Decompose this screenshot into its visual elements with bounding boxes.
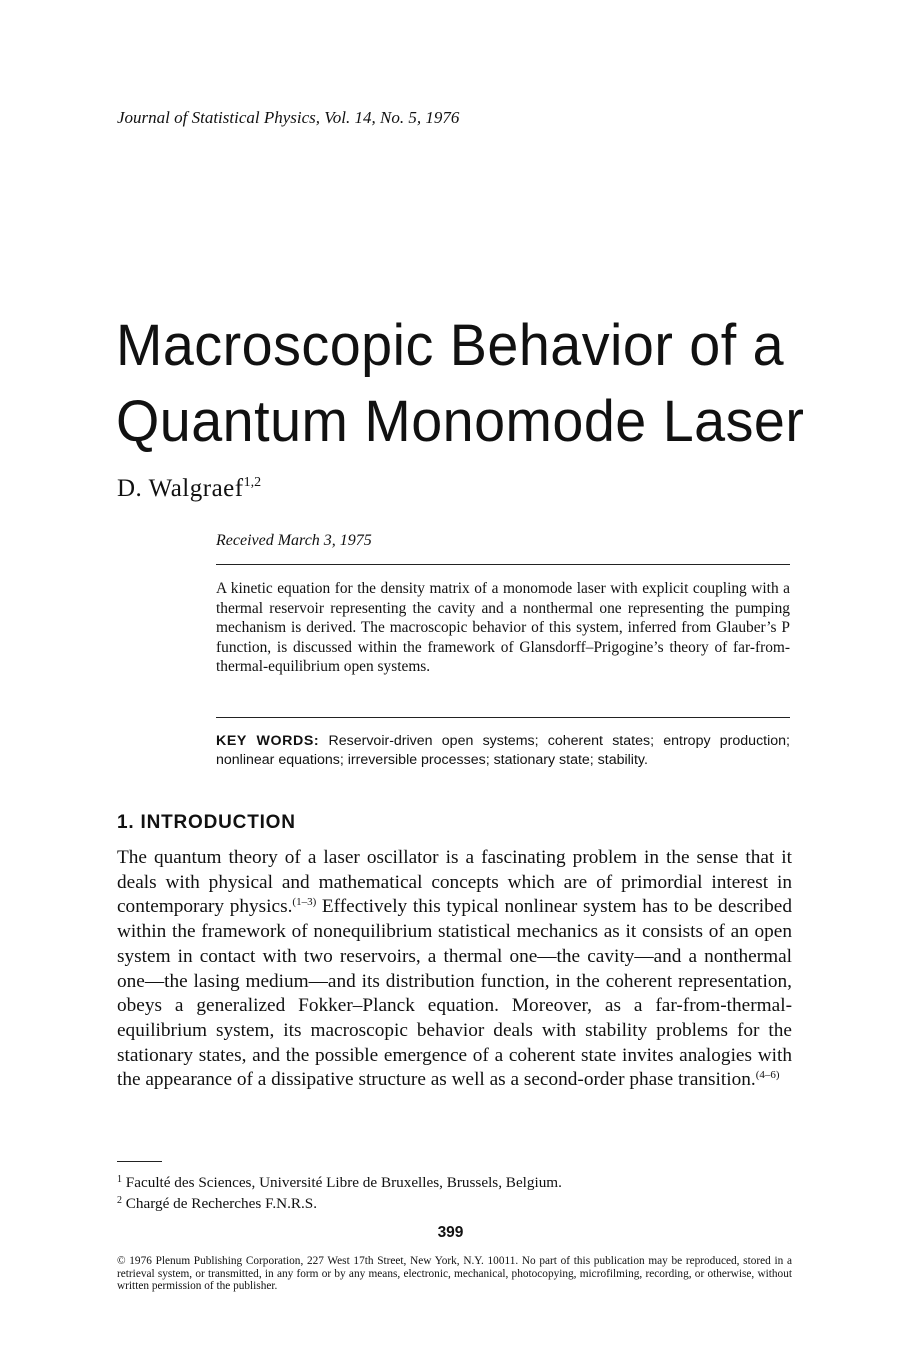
received-date: Received March 3, 1975 <box>216 532 372 549</box>
keywords-label: KEY WORDS: <box>216 733 320 749</box>
introduction-paragraph <box>117 846 792 1093</box>
footnote-2 <box>117 1195 317 1213</box>
keywords-text: Reservoir-driven open systems; coherent states; entropy production; nonlinear equations; irreversible processes; stationary state; stability. <box>216 733 790 768</box>
journal-citation: Journal of Statistical Physics, Vol. 14, No. 5, 1976 <box>117 108 460 127</box>
intro-text-part-1: The quantum theory of a laser oscillator is a fascinating problem in the sense that it deals with physical and mathematical concepts which are of primordial interest in contemporary physics. <box>117 847 792 918</box>
abstract-bottom-rule <box>216 717 790 718</box>
keywords <box>216 732 790 769</box>
footnote-mark: 1 <box>117 1174 122 1185</box>
citation-ref-1: (1–3) <box>292 896 317 909</box>
copyright-notice: © 1976 Plenum Publishing Corporation, 227 West 17th Street, New York, N.Y. 10011. No part of this publication may be reproduced, stored in a retrieval system, or transmitted, in any form or by any means, electronic, mechanical, photocopying, microfilming, recording, or otherwise, without written permission of the publisher. <box>117 1255 792 1293</box>
author <box>117 475 261 503</box>
footnote-mark: 2 <box>117 1195 122 1206</box>
abstract-top-rule <box>216 564 790 565</box>
intro-text-part-2: Effectively this typical nonlinear system has to be described within the framework of nonequilibrium statistical mechanics as it consists of an open system in contact with two reservoirs, a thermal one—the cavity—and a nonthermal one—the lasing medium—and its distribution function, in the coherent representation, obeys a generalized Fokker–Planck equation. Moreover, as a far-from-thermal-equilibrium system, its macroscopic behavior deals with stability problems for the stationary states, and the possible emergence of a coherent state invites analogies with the appearance of a dissipative structure as well as a second-order phase transition. <box>117 896 792 1091</box>
title-line-2: Quantum Monomode Laser <box>116 389 805 454</box>
footnote-text: Chargé de Recherches F.N.R.S. <box>125 1195 318 1212</box>
page-number: 399 <box>437 1224 464 1241</box>
footnote-text: Faculté des Sciences, Université Libre de Bruxelles, Brussels, Belgium. <box>125 1174 562 1191</box>
title-line-1: Macroscopic Behavior of a <box>116 313 785 378</box>
abstract: A kinetic equation for the density matrix of a monomode laser with explicit coupling with a thermal reservoir representing the cavity and a nonthermal one representing the pumping mechanism is derived. The macroscopic behavior of this system, inferred from Glauber’s P function, is discussed within the framework of Glansdorff–Prigogine’s theory of far-from-thermal-equilibrium open systems. <box>216 580 790 675</box>
section-heading: 1. INTRODUCTION <box>117 812 296 833</box>
author-affiliation-marks: 1,2 <box>243 475 262 490</box>
footnote-rule <box>117 1161 162 1162</box>
footnote-1 <box>117 1174 562 1192</box>
citation-ref-2: (4–6) <box>755 1069 780 1082</box>
paper-title <box>116 308 807 460</box>
author-name: D. Walgraef <box>117 475 244 502</box>
